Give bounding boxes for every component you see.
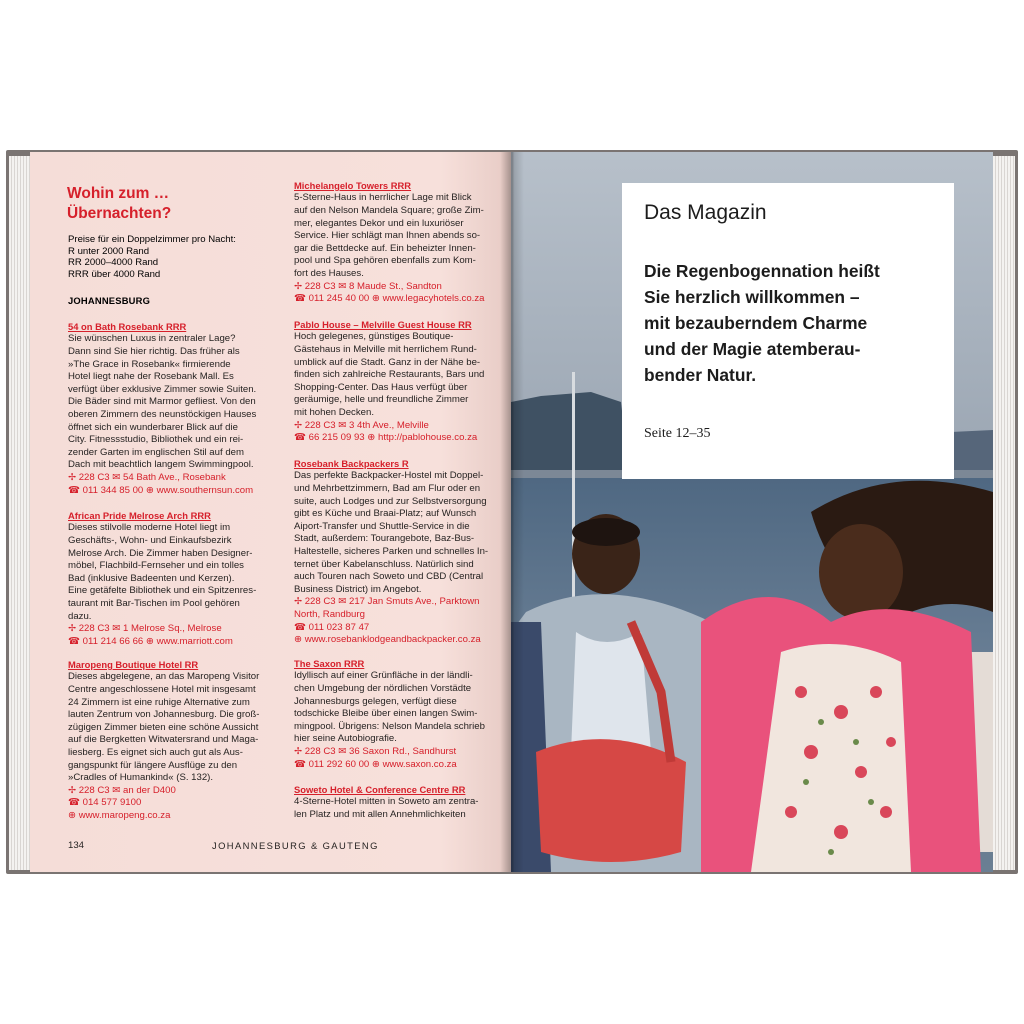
magazine-lead-line: und der Magie atemberau- [644,339,861,359]
hotel-description-line: Gästehaus in Melville mit herrlichem Rund- [294,344,477,355]
right-page [511,152,993,872]
hotel-contact-line: ⊕ www.maropeng.co.za [68,809,171,821]
hotel-entry [294,458,508,647]
hotel-description-line: und Mehrbettzimmern, Bad am Flur oder en [294,483,481,494]
hotel-name: 54 on Bath Rosebank RRR [68,321,187,332]
hotel-description-line: öffnet sich ein wunderbarer Blick auf die [68,421,238,433]
hotel-contact-line: ✢ 228 C3 ✉ 3 4th Ave., Melville [294,419,429,431]
hotel-description-line: Dann sind Sie hier richtig. Das früher als [68,346,240,357]
hotel-name: The Saxon RRR [294,658,365,669]
hotel-description-line: Dieses stilvolle moderne Hotel liegt im [68,522,231,534]
hotel-description-line: Service. Hier schlägt man Ihnen abends so- [294,230,481,242]
section-title-line-2: Übernachten? [67,205,172,222]
hotel-description-line: Hoch gelegenes, günstiges Boutique- [294,331,454,343]
hotel-description-line: umblick auf die Stadt. Ganz in der Nähe be- [294,356,481,368]
hotel-description-line: gar die Bettdecke auf. Ein beheizter Innen- [294,242,476,254]
hotel-description-line: taurant mit Bar-Tischen im Pool gehören [68,597,240,609]
hotel-description-line: mingpool. Übrigens: Nelson Mandela schrieb [294,720,485,732]
hotel-contact-line: ✢ 228 C3 ✉ 217 Jan Smuts Ave., Parktown [294,596,480,608]
section-title [67,184,267,224]
hotel-entry [68,321,286,497]
hotel-contact-line: ☎ 011 344 85 00 ⊕ www.southernsun.com [68,484,254,496]
hotel-name: Michelangelo Towers RRR [294,180,412,191]
hotel-name: Maropeng Boutique Hotel RR [68,659,199,670]
hotel-description-line: 4-Sterne-Hotel mitten in Soweto am zentra- [294,796,479,808]
magazine-page-ref: Seite 12–35 [644,426,711,441]
left-page [30,152,513,872]
hotel-description-line: gangspunkt für längere Ausflüge zu den [68,759,238,771]
magazine-lead-line: Sie herzlich willkommen – [644,287,860,307]
hotel-description-line: Shopping-Center. Das Haus verfügt über [294,381,468,393]
hotel-description-line: Aiport-Transfer und Shuttle-Service in die [294,520,470,532]
hotel-description-line: Haltestelle, sicheres Parken und schnelles In- [294,545,489,557]
hotel-description-line: auf den Nelson Mandela Square; große Zim- [294,205,484,216]
hotel-contact-line: North, Randburg [294,608,365,620]
magazine-lead-line: mit bezauberndem Charme [644,313,868,333]
hotel-description-line: 24 Zimmern ist eine ruhige Alternative zum [68,696,250,708]
hotel-entry [68,659,286,823]
price-legend-line: Preise für ein Doppelzimmer pro Nacht: [68,234,236,245]
magazine-box [622,183,954,479]
hotel-description-line: Sie wünschen Luxus in zentraler Lage? [68,333,236,345]
hotel-description-line: »Cradles of Humankind« (S. 132). [68,772,214,784]
hotel-description-line: gibt es Küche und Braai-Platz; auf Wunsch [294,508,477,520]
hotel-description-line: mit hohen Decken. [294,406,374,418]
page-number: 134 [68,840,85,851]
hotel-description-line: zügigen Zimmer bieten eine schöne Aussicht [68,721,259,733]
hotel-description-line: Die Bäder sind mit Marmor gefliest. Von den [68,396,256,408]
hotel-contact-line: ✢ 228 C3 ✉ an der D400 [68,784,176,796]
hotel-contact-line: ☎ 66 215 09 93 ⊕ http://pablohouse.co.za [294,432,478,444]
hotel-entry [294,658,508,771]
hotel-description-line: lauten Zentrum von Johannesburg. Die groß- [68,709,260,721]
hotel-description-line: Stadt, außerdem: Tourangebote, Baz-Bus- [294,533,475,545]
running-head: JOHANNESBURG & GAUTENG [212,840,379,851]
hotel-description-line: ternet über Kabelanschluss. Natürlich sind [294,558,474,570]
hotel-description-line: »The Grace in Rosebank« firmierende [68,358,231,370]
hotel-entry [294,784,508,822]
hotel-description-line: möbel, Flachbild-Fernseher und ein tolles [68,560,244,572]
price-legend-line: RR 2000–4000 Rand [68,257,159,269]
hotel-description-line: finden sich zahlreiche Restaurants, Bars und [294,369,485,381]
hotel-contact-line: ✢ 228 C3 ✉ 8 Maude St., Sandton [294,280,442,292]
hotel-name: Rosebank Backpackers R [294,458,409,469]
hotel-description-line: zender Garten im englischen Stil auf dem [68,446,244,458]
hotel-description-line: 5-Sterne-Haus in herrlicher Lage mit Blick [294,192,472,204]
price-legend-line: R unter 2000 Rand [68,245,150,257]
hotel-description-line: dazu. [68,610,92,622]
magazine-lead-line: Die Regenbogennation heißt [644,261,880,281]
hotel-description-line: Centre angeschlossene Hotel mit insgesamt [68,684,256,695]
hotel-description-line: fort des Hauses. [294,267,364,279]
page-edges-right [993,156,1015,870]
hotel-contact-line: ☎ 011 214 66 66 ⊕ www.marriott.com [68,635,233,647]
hotel-description-line: todschicke Bleibe über einen langen Swim- [294,708,478,720]
hotel-contact-line: ✢ 228 C3 ✉ 36 Saxon Rd., Sandhurst [294,745,457,757]
hotel-description-line: Bad (inklusive Badeenten und Kerzen). [68,572,235,584]
hotel-name: Soweto Hotel & Conference Centre RR [294,784,466,795]
hotel-contact-line: ☎ 011 245 40 00 ⊕ www.legacyhotels.co.za [294,293,485,305]
hotel-description-line: auch Touren nach Soweto und CBD (Central [294,571,484,583]
hotel-description-line: Idyllisch auf einer Grünfläche in der ländli- [294,670,473,682]
hotel-entry [68,510,286,648]
hotel-description-line: oberen Zimmern des neunstöckigen Hauses [68,408,257,420]
hotel-description-line: Eine getäfelte Bibliothek und ein Spitzenres- [68,585,257,597]
hotel-contact-line: ✢ 228 C3 ✉ 54 Bath Ave., Rosebank [68,471,226,483]
hotel-contact-line: ⊕ www.rosebanklodgeandbackpacker.co.za [294,634,481,646]
hotel-description-line: pool und Spa gehören ebenfalls zum Kom- [294,255,476,267]
hotel-entry [294,180,508,306]
section-title-line-1: Wohin zum … [67,185,170,202]
hotel-contact-line: ✢ 228 C3 ✉ 1 Melrose Sq., Melrose [68,623,222,635]
hotel-name: Pablo House – Melville Guest House RR [294,319,472,330]
hotel-description-line: suite, auch Lodges und zur Selbstversorgung [294,495,487,507]
magazine-title: Das Magazin [644,201,767,224]
hotel-description-line: Melrose Arch. Die Zimmer haben Designer- [68,547,253,559]
hotel-description-line: verfügt über exklusive Zimmer sowie Suiten. [68,383,257,395]
hotel-description-line: mer, elegantes Dekor und ein luxuriöser [294,217,464,229]
hotel-name: African Pride Melrose Arch RRR [68,510,211,521]
hotel-description-line: Geschäfts-, Wohn- und Einkaufsbezirk [68,535,232,546]
hotel-description-line: Das perfekte Backpacker-Hostel mit Doppel- [294,470,484,482]
hotel-description-line: len Platz und mit allen Annehmlichkeiten [294,809,466,820]
hotel-contact-line: ☎ 011 292 60 00 ⊕ www.saxon.co.za [294,758,457,770]
hotel-description-line: Business District) im Angebot. [294,583,422,595]
hotel-entry [294,319,508,445]
hotel-description-line: chen Umgebung der nördlichen Vorstädte [294,683,472,694]
hotel-description-line: geräumige, helle und freundliche Zimmer [294,394,469,406]
price-legend-line: RRR über 4000 Rand [68,268,161,280]
hotel-description-line: Johannesburgs gelegen, verfügt diese [294,695,457,707]
hotel-description-line: auf die Bergketten Witwatersrand und Maga- [68,734,259,746]
hotel-contact-line: ☎ 014 577 9100 [68,797,142,809]
hotel-description-line: Dieses abgelegene, an das Maropeng Visitor [68,671,260,683]
hotel-contact-line: ☎ 011 023 87 47 [294,621,370,633]
hotel-description-line: Dach mit beachtlich langem Swimmingpool. [68,459,254,471]
hotel-description-line: City. Fitnessstudio, Bibliothek und ein rei- [68,434,244,446]
region-heading: JOHANNESBURG [68,295,151,306]
hotel-description-line: hier seine Autobiografie. [294,733,397,745]
hotel-description-line: Hotel liegt nahe der Rosebank Mall. Es [68,371,234,383]
magazine-lead [644,258,944,388]
magazine-lead-line: bender Natur. [644,365,757,385]
price-legend [68,234,278,280]
hotel-description-line: liesberg. Es eignet sich auch gut als Aus- [68,746,243,758]
page-edges-left [9,156,31,870]
